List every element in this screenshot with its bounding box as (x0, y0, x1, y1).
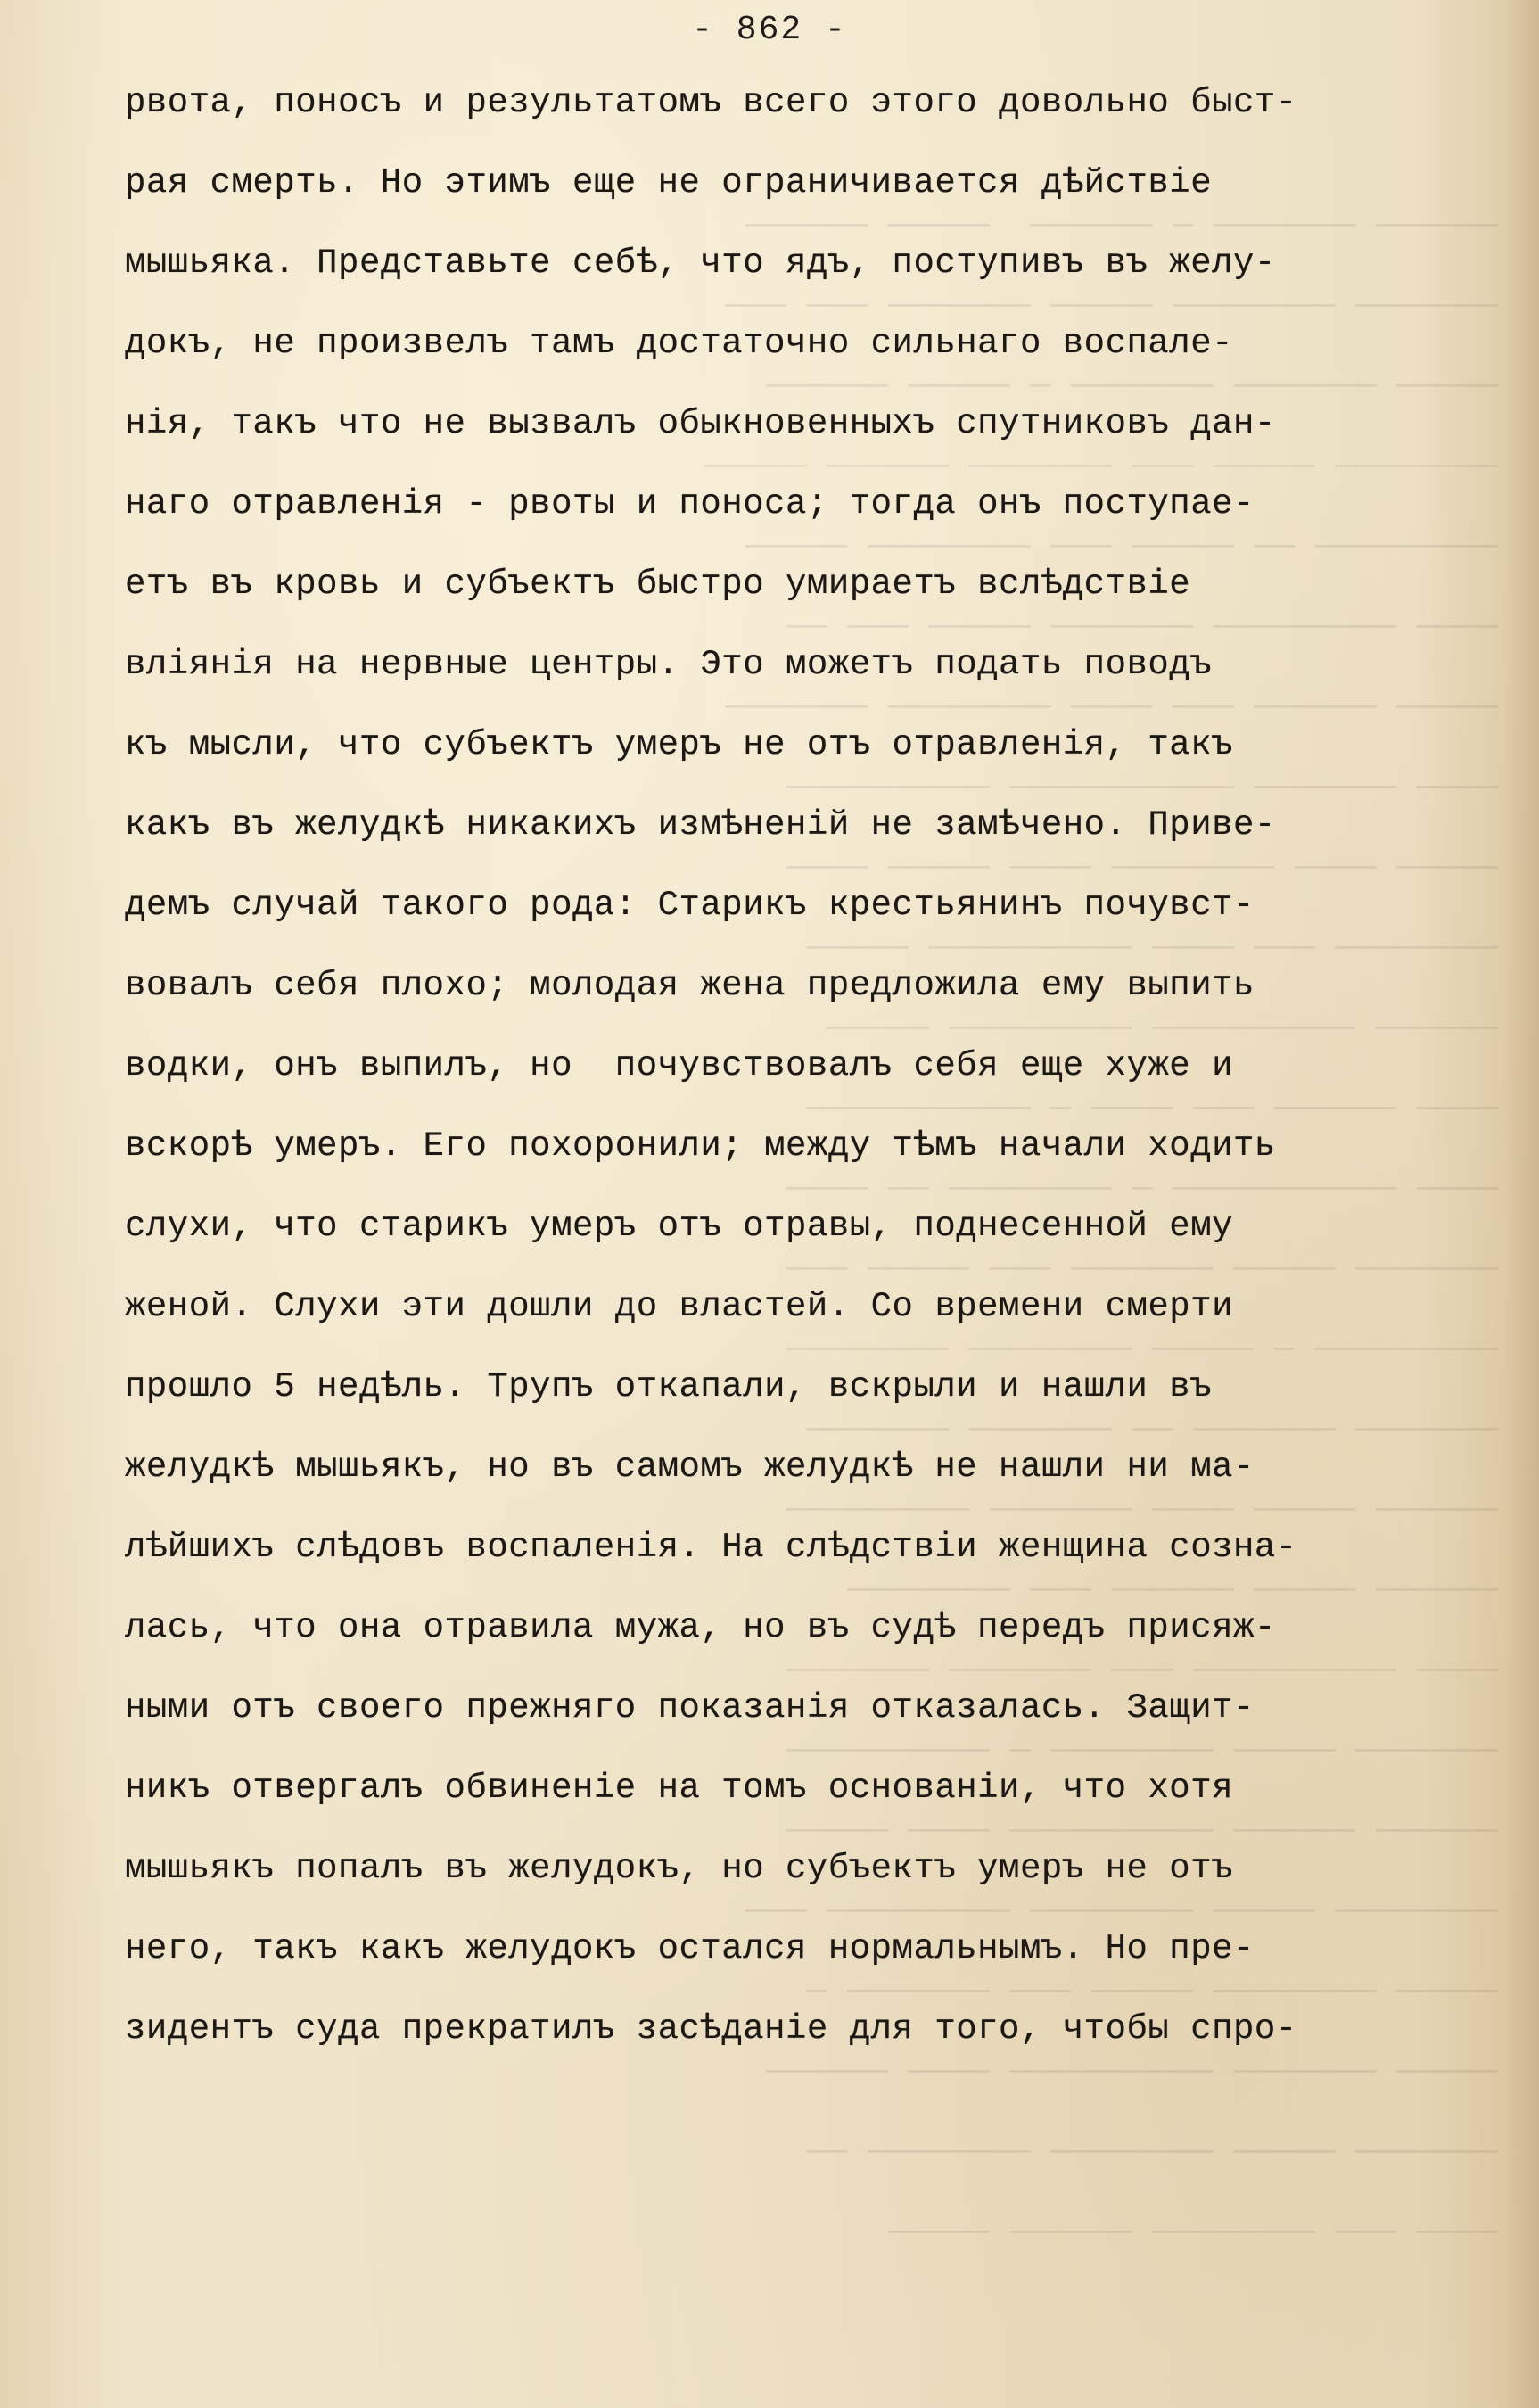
text-line: него, такъ какъ желудокъ остался нормальнымъ. Но пре- (125, 1929, 1255, 1968)
text-line: нiя, такъ что не вызвалъ обыкновенныхъ спутниковъ дан- (125, 404, 1276, 443)
text-line: зидентъ суда прекратилъ засѣданiе для того, чтобы спро- (125, 2009, 1297, 2049)
text-line: вскорѣ умеръ. Его похоронили; между тѣмъ начали ходить (125, 1126, 1276, 1166)
text-line: женой. Слухи эти дошли до властей. Со времени смерти (125, 1287, 1233, 1326)
text-line: мышьяка. Представьте себѣ, что ядъ, поступивъ въ желу- (125, 243, 1276, 283)
text-line: никъ отвергалъ обвиненiе на томъ основанiи, что хотя (125, 1769, 1233, 1808)
text-line: ными отъ своего прежняго показанiя отказалась. Защит- (125, 1688, 1255, 1728)
text-line: лась, что она отравила мужа, но въ судѣ передъ присяж- (125, 1608, 1276, 1647)
text-line: какъ въ желудкѣ никакихъ измѣненiй не замѣчено. Приве- (125, 805, 1276, 845)
text-line: слухи, что старикъ умеръ отъ отравы, поднесенной ему (125, 1207, 1233, 1246)
body-text (125, 62, 1480, 2069)
text-line: демъ случай такого рода: Старикъ крестьянинъ почувст- (125, 886, 1255, 925)
text-line: етъ въ кровь и субъектъ быстро умираетъ вслѣдствiе (125, 565, 1191, 604)
text-line: наго отравленiя - рвоты и поноса; тогда онъ поступае- (125, 484, 1255, 524)
text-line: прошло 5 недѣль. Трупъ откапали, вскрыли и нашли въ (125, 1367, 1213, 1406)
text-line: лѣйшихъ слѣдовъ воспаленiя. На слѣдствiи женщина созна- (125, 1528, 1297, 1567)
text-line: вовалъ себя плохо; молодая жена предложила ему выпить (125, 966, 1255, 1005)
text-line: докъ, не произвелъ тамъ достаточно сильнаго воспале- (125, 324, 1233, 363)
text-line: водки, онъ выпилъ, но почувствовалъ себя еще хуже и (125, 1046, 1233, 1085)
text-line: къ мысли, что субъектъ умеръ не отъ отравленiя, такъ (125, 725, 1233, 764)
text-line: рая смерть. Но этимъ еще не ограничивается дѣйствiе (125, 163, 1213, 202)
bleed-through-texture: ────── ─────── ─ ────── ───── ────── ─────── ──────── ───── ─────── ─── ─── ───── ─────── ─────── ─ ───── ────── ──────── ───── ─── ─────── ────── ───── ───────── ── ───── ─── ──────── ───── ──── ───────── ─────── ───── ─── ── ───── ────── ─── ──── ──────── ─────── ──── ─────── ─────────── ────────── ───── ──── ──────── ──── ───── ──── ──────── ─── ──── ────────── ───── ────── ────────── ───────── ───── ──── ────── ─── ──── ─ ─────────── ──── ─────────── ─ ──────── ── ──── ─────── ───── ─────── ─── ───── ─── ───────── ─ ───── ──────── ──────── ─────── ─────── ── ─────── ─────── ────── ───── ──── ─────── ───────── ────── ───── ────── ─── ──────── ──── ────────── ─── ─────── ─────── ─────── ───── ──────── ─ ────────── ────── ────── ────────── ──── ───── ──────── ───── ──────── ───────── ─── ───── ──────── ───── ─── ─────── ─ ───── ─────── ────────── ──── ────── ─────── ───── ──────── ──────── ── ──── ─── ──────── ────── ───── (704, 208, 1498, 2253)
page-edge-shadow (1503, 0, 1539, 2408)
text-line: желудкѣ мышьякъ, но въ самомъ желудкѣ не нашли ни ма- (125, 1447, 1255, 1487)
text-line: рвота, поносъ и результатомъ всего этого довольно быст- (125, 83, 1297, 122)
text-line: влiянiя на нервные центры. Это можетъ подать поводъ (125, 645, 1213, 684)
text-line: мышьякъ попалъ въ желудокъ, но субъектъ умеръ не отъ (125, 1849, 1233, 1888)
page-number: - 862 - (692, 11, 847, 49)
